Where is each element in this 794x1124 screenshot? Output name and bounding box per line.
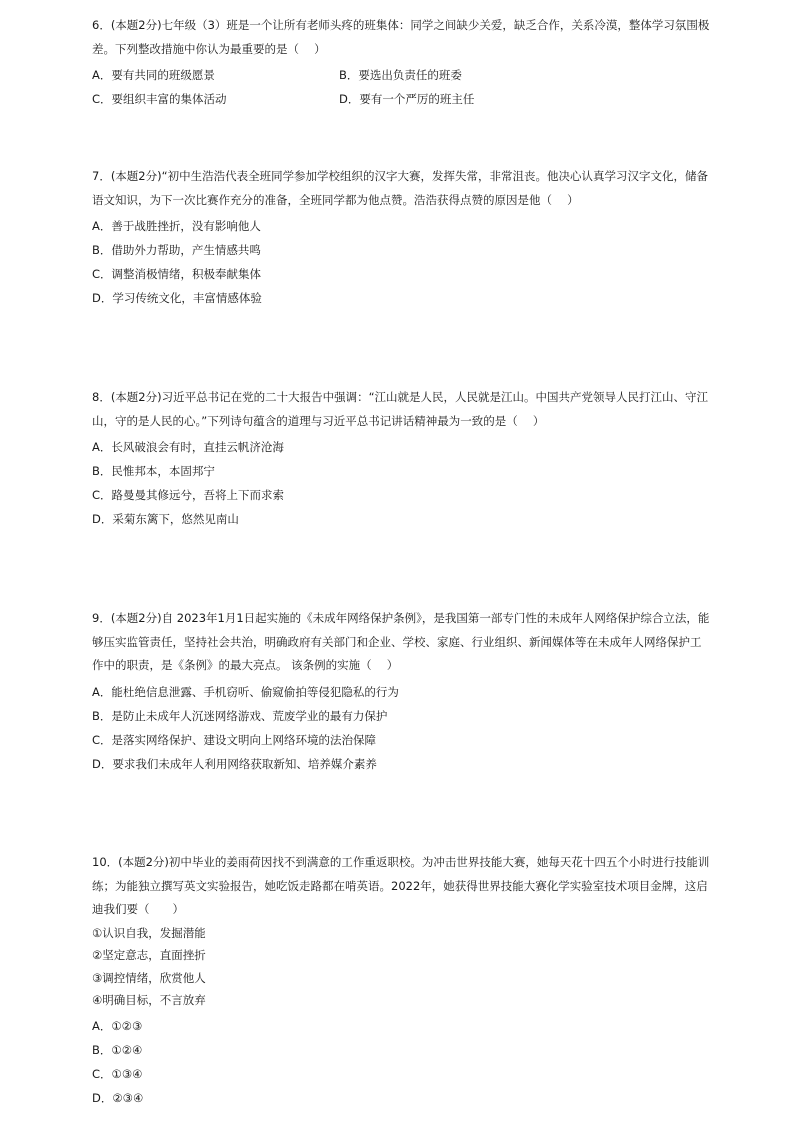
option-b: B．借助外力帮助，产生情感共鸣 [92,243,261,257]
option-d: D．要有一个严厉的班主任 [339,92,475,106]
option-a: A．①②③ [92,1018,143,1033]
option-c: C．①③④ [92,1066,143,1081]
option-b: B．①②④ [92,1042,143,1057]
question-7 [92,165,712,310]
option-c: C．是落实网络保护、建设文明向上网络环境的法治保障 [92,732,377,747]
statement-list [92,922,712,1012]
statement-4: ④明确目标，不言放弃 [92,993,206,1007]
statement-2: ②坚定意志，直面挫折 [92,948,206,962]
option-d: D．学习传统文化，丰富情感体验 [92,291,262,305]
options-list [92,435,712,531]
option-d: D．要求我们未成年人利用网络获取新知、培养媒介素养 [92,756,377,771]
options-list [92,63,712,111]
question-stem: 7．(本题2分)“初中生浩浩代表全班同学参加学校组织的汉字大赛，发挥失常，非常沮丧。他决心认真学习汉字文化，储备语文知识，为下一次比赛作充分的准备，全班同学都为他点赞。浩浩获得点赞的原因是他（ ） [92,169,709,207]
options-list [92,214,712,310]
option-b: B．是防止未成年人沉迷网络游戏、荒废学业的最有力保护 [92,708,388,723]
question-6 [92,14,712,111]
option-a: A．长风破浪会有时，直挂云帆济沧海 [92,440,284,454]
option-c: C．要组织丰富的集体活动 [92,92,227,106]
question-stem: 6．(本题2分)七年级（3）班是一个让所有老师头疼的班集体：同学之间缺少关爱，缺乏合作，关系冷漠，整体学习氛围极差。下列整改措施中你认为最重要的是（ ） [92,18,710,56]
question-10 [92,851,712,1110]
option-c: C．路曼曼其修远兮，吾将上下而求索 [92,488,285,502]
question-stem: 10．(本题2分)初中毕业的姜雨荷因找不到满意的工作重返职校。为冲击世界技能大赛，她每天花十四五个小时进行技能训练；为能独立撰写英文实验报告，她吃饭走路都在啃英语。2022年，她获得世界技能大赛化学实验室技术项目金牌，这启迪我们要（ ） [92,855,710,916]
option-d: D．采菊东篱下，悠然见南山 [92,512,239,526]
option-c: C．调整消极情绪，积极奉献集体 [92,267,262,281]
option-d: D．②③④ [92,1090,144,1105]
statement-1: ①认识自我，发掘潜能 [92,925,206,940]
option-b: B．民惟邦本，本固邦宁 [92,464,215,478]
option-a: A．要有共同的班级愿景 [92,68,215,82]
option-a: A．能杜绝信息泄露、手机窃听、偷窥偷拍等侵犯隐私的行为 [92,684,399,699]
option-a: A．善于战胜挫折，没有影响他人 [92,219,261,233]
options-list [92,1014,712,1110]
options-list [92,680,712,776]
question-8 [92,386,712,531]
question-9 [92,607,712,776]
question-stem: 8．(本题2分)习近平总书记在党的二十大报告中强调：“江山就是人民，人民就是江山。中国共产党领导人民打江山、守江山，守的是人民的心。”下列诗句蕴含的道理与习近平总书记讲话精神最为一致的是（ ） [92,390,709,428]
question-stem: 9．(本题2分)自 2023年1月1日起实施的《未成年网络保护条例》，是我国第一部专门性的未成年人网络保护综合立法，能够压实监管责任，坚持社会共治，明确政府有关部门和企业、学校、家庭、行业组织、新闻媒体等在未成年人网络保护工作中的职责，是《条例》的最大亮点。 该条例的实施（ ） [92,611,710,672]
option-b: B．要选出负责任的班委 [339,68,462,82]
statement-3: ③调控情绪，欣赏他人 [92,970,206,985]
